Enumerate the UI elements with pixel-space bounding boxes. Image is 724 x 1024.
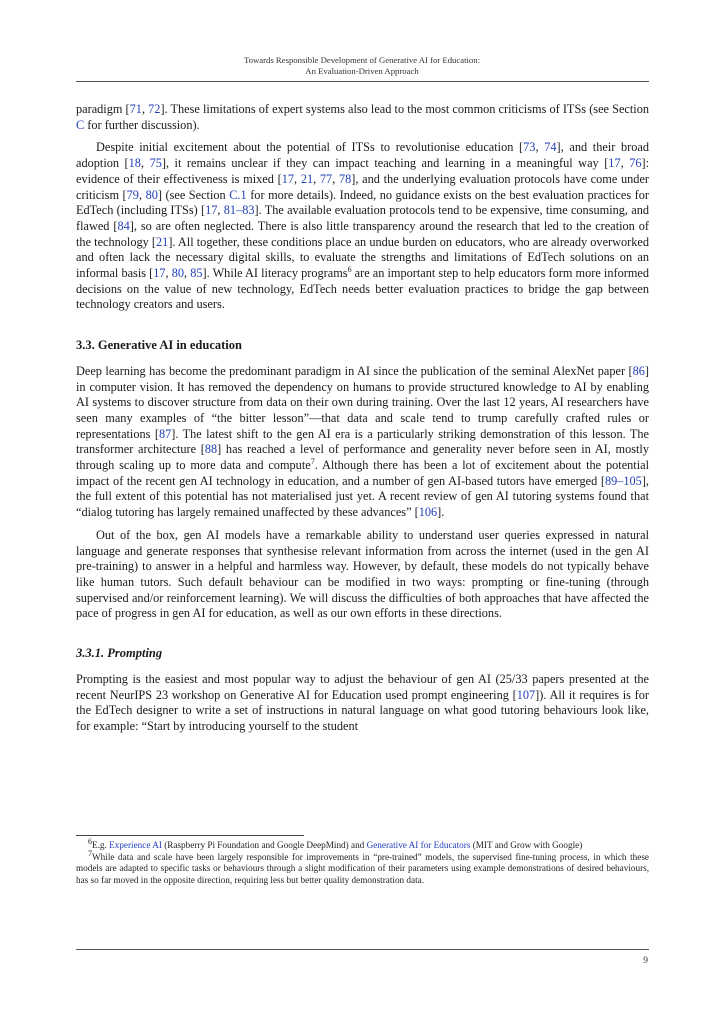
page-number: 9	[643, 956, 648, 966]
footer-rule	[76, 949, 649, 950]
text-run: Deep learning has become the predominant paradigm in AI since the publication of the seminal AlexNet paper [	[76, 363, 633, 378]
text-run: ,	[294, 171, 301, 186]
citation-link[interactable]: 17	[153, 266, 166, 281]
citation-link[interactable]: 86	[632, 363, 645, 378]
citation-link[interactable]: 76	[629, 156, 642, 171]
text-run: . Although there has been a lot of excitement about the potential impact of the recent gen AI technology in education, and a number of gen AI-based tutors have emerged [	[76, 458, 650, 488]
text-run: ], the full extent of this potential has not materialised just yet. A recent review of gen AI tutoring systems found that “dialog tutoring has largely remained unaffected by these advances” [	[76, 473, 649, 520]
text-run: ] has reached a level of performance and generality never before seen in AI, mostly through scaling up to more data and compute	[76, 442, 649, 473]
section-heading-3-3: 3.3. Generative AI in education	[76, 338, 242, 353]
text-run: ], and the underlying evaluation protocols have come under criticism [	[76, 171, 650, 202]
footnote-link-experience-ai[interactable]: Experience AI	[109, 840, 162, 850]
text-run: are an important step to help educators form more informed decisions on the value of new technology, EdTech needs better evaluation practices to bridge the gap between technology creators and users.	[76, 266, 649, 312]
footnote-6-mark: 6	[88, 836, 92, 846]
text-run: ]. These limitations of expert systems also lead to the most common criticisms of ITSs (see Section	[160, 102, 649, 116]
footnote-6-prefix: E.g.	[92, 840, 110, 850]
text-run: ]. While AI literacy programs	[202, 266, 348, 281]
citation-link[interactable]: 79	[126, 187, 139, 202]
text-run: for more details). Indeed, no guidance exists on the best evaluation practices for EdTech (including ITSs) [	[76, 187, 650, 218]
citation-link[interactable]: C	[76, 117, 85, 132]
citation-link[interactable]: 80	[145, 187, 158, 202]
text-run: ,	[141, 102, 149, 116]
footnote-marker[interactable]: 7	[310, 456, 315, 466]
citation-link[interactable]: 77	[319, 171, 333, 186]
citation-link[interactable]: C.1	[229, 187, 247, 202]
citation-link[interactable]: 107	[516, 687, 536, 702]
footnote-6	[76, 836, 649, 852]
citation-link[interactable]: 74	[544, 140, 557, 155]
citation-link[interactable]: 73	[523, 140, 536, 155]
text-run: ,	[138, 187, 146, 202]
section-heading-3-3-1: 3.3.1. Prompting	[76, 646, 163, 661]
text-run: ,	[140, 156, 150, 171]
paragraph-1	[76, 102, 649, 133]
footnote-7-text: While data and scale have been largely responsible for improvements in “pre-trained” models, the supervised fine-tuning process, in which these models are adapted to specific tasks or behaviours through a slight modification of their parameters using example demonstrations of desired behaviours, has so far moved in the opposite direction, requiring less but better quality demonstration data.	[76, 851, 649, 885]
citation-link[interactable]: 106	[418, 505, 438, 520]
footnote-marker[interactable]: 6	[347, 264, 352, 274]
running-header	[0, 55, 724, 77]
text-run: ]). All it requires is for the EdTech designer to write a set of instructions in natural language on what good tutoring behaviours look like, for example: “Start by introducing yourself to the student	[76, 687, 649, 733]
text-run: ,	[620, 156, 630, 171]
citation-link[interactable]: 80	[171, 266, 185, 281]
citation-link[interactable]: 87	[158, 426, 172, 441]
citation-link[interactable]: 18	[128, 156, 141, 171]
text-run: Out of the box, gen AI models have a remarkable ability to understand user queries expressed in natural language and generate responses that synthesise relevant information from across the internet (used in the gen AI pre-training) to answer in a helpful and harmless way. However, by default, these models do not typically behave like human tutors. Such default behaviour can be modified in two ways: prompting or fine-tuning (through supervised and/or reinforcement learning). We will discuss the difficulties of both approaches that have affected the pace of progress in gen AI for education, as well as our own efforts in these directions.	[76, 527, 649, 621]
text-run: ,	[535, 140, 545, 155]
text-run: Prompting is the easiest and most popular way to adjust the behaviour of gen AI (25/33 papers presented at the recent NeurIPS 23 workshop on Generative AI for Education used prompt engineering [	[76, 671, 649, 702]
citation-link[interactable]: 84	[117, 218, 130, 233]
text-run: ].	[437, 505, 445, 520]
citation-link[interactable]: 78	[339, 171, 352, 186]
running-header-line-2: An Evaluation-Driven Approach	[305, 66, 419, 76]
citation-link[interactable]: 89–105	[604, 473, 642, 488]
citation-link[interactable]: 72	[148, 102, 161, 116]
footnote-6-middle: (Raspberry Pi Foundation and Google DeepMind) and	[161, 840, 367, 850]
citation-link[interactable]: 75	[149, 156, 162, 171]
citation-link[interactable]: 88	[204, 442, 218, 457]
citation-link[interactable]: 71	[129, 102, 142, 116]
text-run: paradigm [	[76, 102, 130, 116]
text-run: ]. The available evaluation protocols tend to be expensive, time consuming, and flawed [	[76, 203, 650, 233]
footnote-7-mark: 7	[88, 848, 92, 858]
footnote-rule	[76, 835, 304, 836]
citation-link[interactable]: 21	[300, 171, 314, 186]
footnote-7	[76, 848, 649, 887]
footnote-link-generative-ai-for-educators[interactable]: Generative AI for Educators	[366, 840, 471, 850]
text-run: ,	[332, 171, 339, 186]
running-header-line-1: Towards Responsible Development of Generative AI for Education:	[243, 55, 481, 65]
text-run: ]. All together, these conditions place an undue burden on educators, who are already overworked and often lack the necessary digital skills, to evaluate the strengths and limitations of EdTech solutions on an informal basis [	[76, 234, 649, 281]
citation-link[interactable]: 17	[608, 156, 621, 171]
paragraph-3	[76, 364, 649, 521]
header-rule	[76, 81, 649, 82]
text-run: ]. The latest shift to the gen AI era is a particularly striking demonstration of this lesson. The transformer architecture [	[76, 426, 650, 457]
citation-link[interactable]: 21	[156, 234, 169, 249]
text-run: ], it remains unclear if they can impact teaching and learning in a meaningful way [	[161, 156, 609, 171]
text-run: ,	[165, 266, 172, 281]
text-run: ], so are often neglected. There is also little transparency around the research that led to the creation of the technology [	[76, 218, 649, 249]
footnotes	[76, 836, 649, 886]
paragraph-5	[76, 672, 649, 735]
text-run: Despite initial excitement about the potential of ITSs to revolutionise education [	[96, 140, 524, 155]
text-run: ] in computer vision. It has removed the dependency on humans to provide structured knowledge to AI by enabling AI systems to discover structure from data on their own during training. Over the last 12 years, AI researchers have seen many examples of “the bitter lesson”—that data and scale tend to trump carefully crafted rules or representations [	[76, 363, 649, 441]
text-run: for further discussion).	[84, 117, 200, 132]
text-run: ], and their broad adoption [	[76, 140, 650, 171]
citation-link[interactable]: 17	[205, 203, 218, 218]
paragraph-2	[76, 140, 649, 313]
text-run: ,	[217, 203, 224, 218]
citation-link[interactable]: 17	[281, 171, 295, 186]
paragraph-4	[76, 528, 649, 622]
text-run: ,	[184, 266, 191, 281]
citation-link[interactable]: 81–83	[223, 203, 255, 218]
citation-link[interactable]: 85	[190, 266, 203, 281]
footnote-6-suffix: (MIT and Grow with Google)	[470, 840, 583, 850]
text-run: ,	[313, 171, 320, 186]
main-content	[76, 102, 649, 735]
text-run: ]: evidence of their effectiveness is mixed [	[76, 156, 650, 186]
text-run: ] (see Section	[157, 187, 230, 202]
